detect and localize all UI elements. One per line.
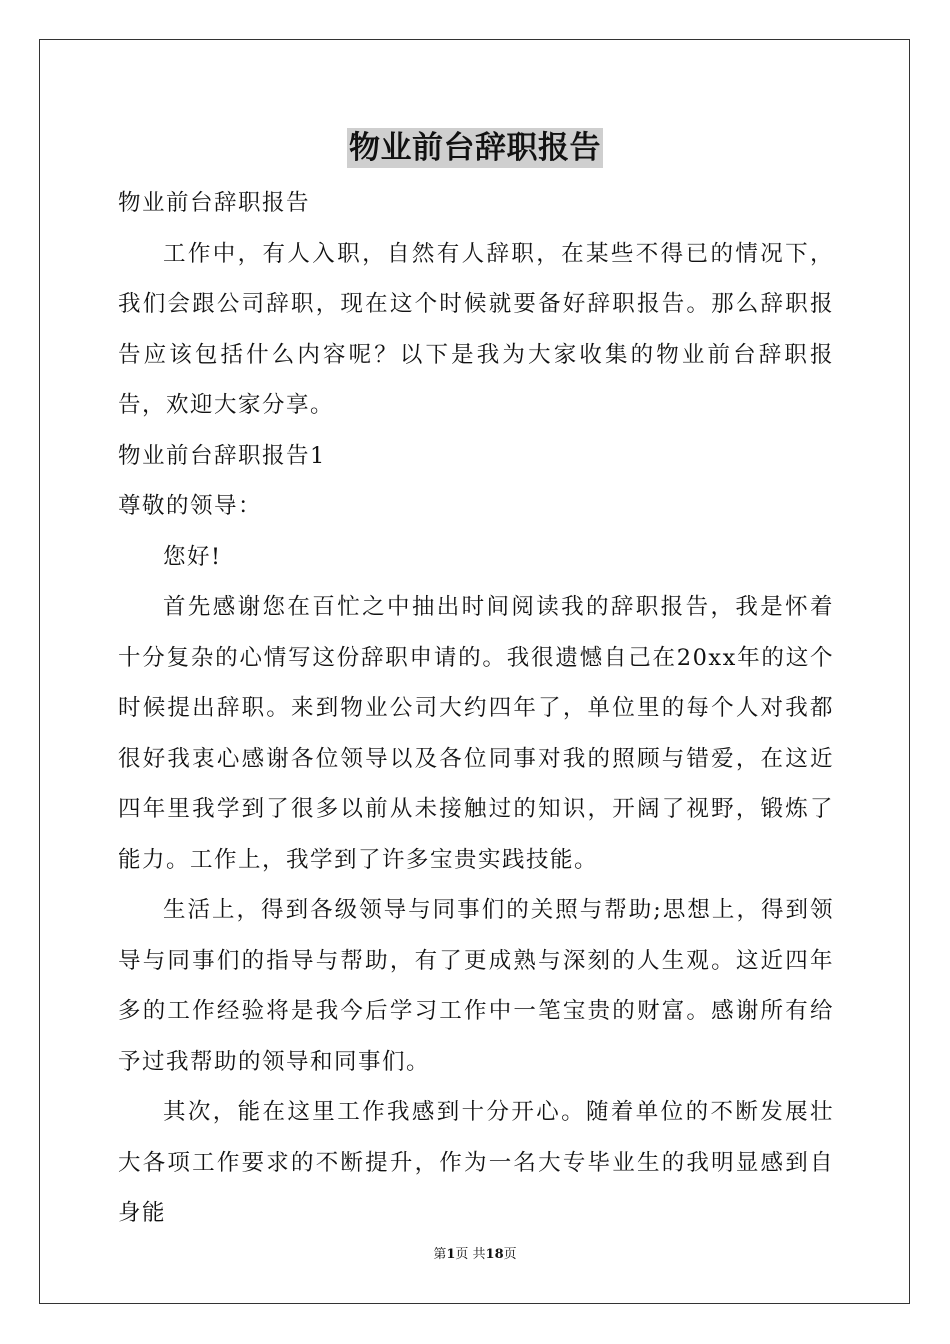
footer-suffix: 页: [503, 1247, 517, 1262]
footer-prefix: 第: [433, 1247, 447, 1262]
current-page-number: 1: [446, 1247, 456, 1262]
page-footer: [0, 1246, 950, 1264]
intro-paragraph: 工作中，有人入职，自然有人辞职，在某些不得已的情况下，我们会跟公司辞职，现在这个时候就要备好辞职报告。那么辞职报告应该包括什么内容呢？以下是我为大家收集的物业前台辞职报告，欢迎大家分享。: [118, 240, 834, 418]
body-paragraph-1: 首先感谢您在百忙之中抽出时间阅读我的辞职报告，我是怀着十分复杂的心情写这份辞职申请的。我很遗憾自己在20xx年的这个时候提出辞职。来到物业公司大约四年了，单位里的每个人对我都很好我衷心感谢各位领导以及各位同事对我的照顾与错爱，在这近四年里我学到了很多以前从未接触过的知识，开阔了视野，锻炼了能力。工作上，我学到了许多宝贵实践技能。: [118, 594, 834, 873]
total-page-count: 18: [485, 1247, 504, 1262]
document-title: 物业前台辞职报告: [349, 130, 601, 166]
subtitle-paragraph: 物业前台辞职报告: [118, 190, 311, 216]
title-container: [0, 128, 950, 168]
body-paragraph-2: 生活上，得到各级领导与同事们的关照与帮助;思想上，得到领导与同事们的指导与帮助，有了更成熟与深刻的人生观。这近四年多的工作经验将是我今后学习工作中一笔宝贵的财富。感谢所有给予过我帮助的领导和同事们。: [118, 897, 834, 1075]
greeting: 您好!: [163, 543, 222, 570]
document-body: [118, 178, 834, 1239]
section-heading: 物业前台辞职报告1: [118, 442, 326, 469]
footer-mid: 页 共: [455, 1247, 486, 1262]
body-paragraph-3: 其次，能在这里工作我感到十分开心。随着单位的不断发展壮大各项工作要求的不断提升，作为一名大专毕业生的我明显感到自身能: [118, 1099, 834, 1226]
salutation: 尊敬的领导：: [118, 493, 263, 519]
